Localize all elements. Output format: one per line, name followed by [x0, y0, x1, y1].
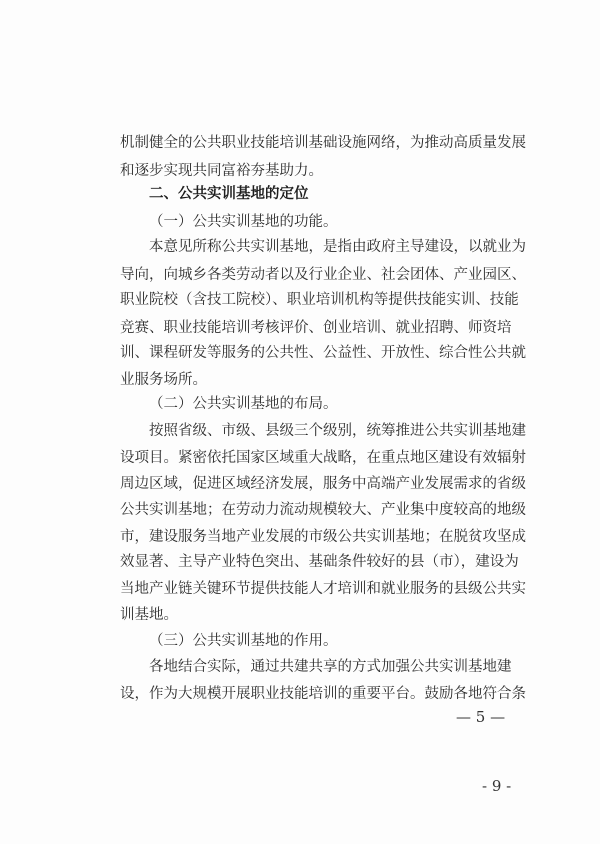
inner-page-number: — 5 — — [456, 708, 506, 726]
subsection-1-line-2: 导向，向城乡各类劳动者以及行业企业、社会团体、产业园区、 — [120, 267, 526, 283]
subsection-2-line-2: 设项目。紧密依托国家区域重大战略，在重点地区建设有效辐射 — [120, 450, 526, 466]
subsection-1-line-5: 训、课程研发等服务的公共性、公益性、开放性、综合性公共就 — [120, 345, 526, 361]
subsection-3-title: （三）公共实训基地的作用。 — [149, 633, 338, 649]
outer-page-number: - 9 - — [482, 777, 512, 795]
subsection-1-title: （一）公共实训基地的功能。 — [149, 214, 338, 230]
subsection-3-line-2: 设，作为大规模开展职业技能培训的重要平台。鼓励各地符合条 — [120, 686, 526, 702]
section-title: 二、公共实训基地的定位 — [149, 186, 309, 202]
subsection-2-line-5: 市，建设服务当地产业发展的市级公共实训基地；在脱贫攻坚成 — [120, 529, 526, 545]
subsection-2-line-3: 周边区域，促进区域经济发展，服务中高端产业发展需求的省级 — [120, 476, 526, 492]
subsection-1-line-1: 本意见所称公共实训基地，是指由政府主导建设，以就业为 — [149, 239, 526, 255]
subsection-2-line-4: 公共实训基地；在劳动力流动规模较大、产业集中度较高的地级 — [120, 502, 526, 518]
subsection-2-title: （二）公共实训基地的布局。 — [149, 396, 338, 412]
subsection-2-line-8: 训基地。 — [120, 607, 178, 623]
subsection-2-line-1: 按照省级、市级、县级三个级别，统筹推进公共实训基地建 — [149, 423, 526, 439]
subsection-2-line-7: 当地产业链关键环节提供技能人才培训和就业服务的县级公共实 — [120, 581, 526, 597]
intro-line-1: 机制健全的公共职业技能培训基础设施网络，为推动高质量发展 — [120, 135, 526, 151]
subsection-2-line-6: 效显著、主导产业特色突出、基础条件较好的县（市），建设为 — [120, 554, 519, 570]
intro-line-2: 和逐步实现共同富裕夯基助力。 — [120, 163, 323, 179]
subsection-1-line-4: 竞赛、职业技能培训考核评价、创业培训、就业招聘、师资培 — [120, 320, 512, 336]
subsection-1-line-6: 业服务场所。 — [120, 372, 207, 388]
subsection-3-line-1: 各地结合实际，通过共建共享的方式加强公共实训基地建 — [149, 659, 512, 675]
subsection-1-line-3: 职业院校（含技工院校）、职业培训机构等提供技能实训、技能 — [120, 292, 519, 308]
